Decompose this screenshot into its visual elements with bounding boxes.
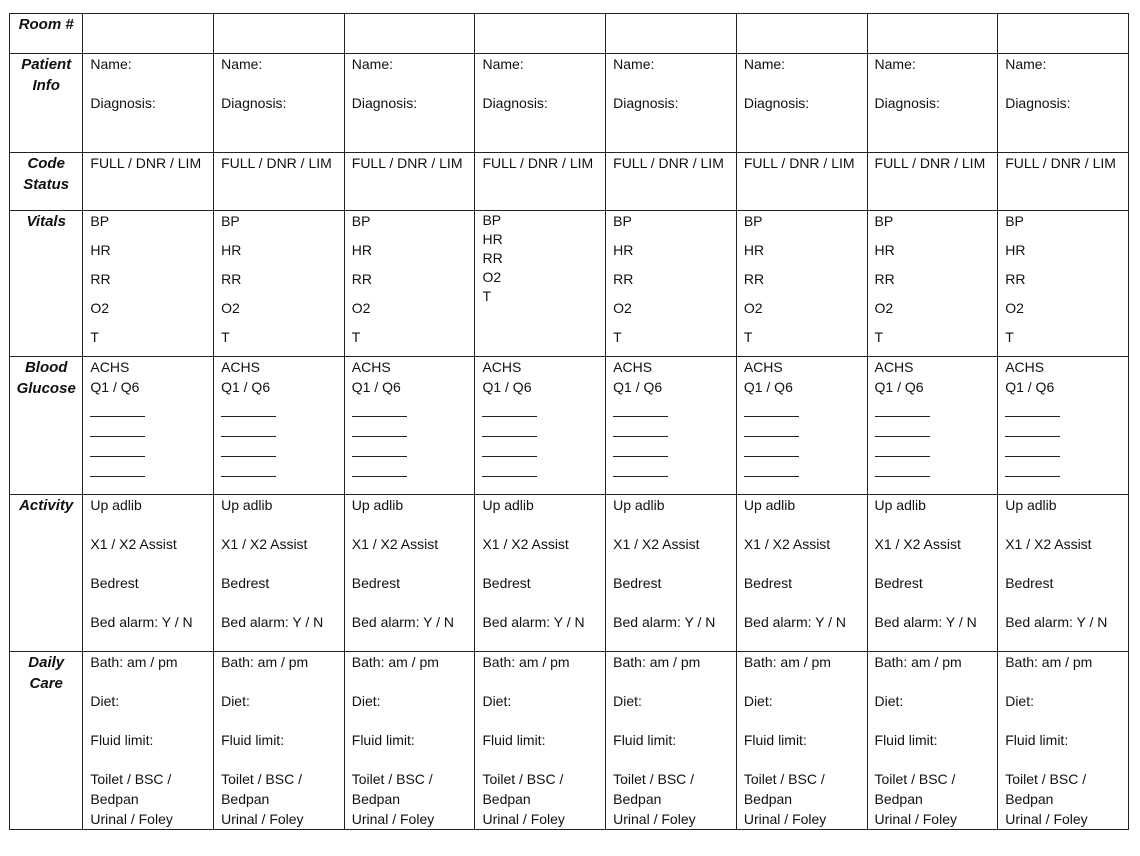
cell-text: Bedpan <box>351 791 401 807</box>
cell-text: Q1 / Q6 <box>90 379 140 395</box>
daily-care-row <box>10 652 1129 830</box>
cell-text: Urinal / Foley <box>743 811 827 827</box>
spacer <box>214 74 344 93</box>
code-status-cell[interactable] <box>867 153 998 211</box>
patient-info-cell[interactable] <box>998 54 1129 153</box>
code-status-cell[interactable] <box>214 153 345 211</box>
glucose-entry-line[interactable] <box>352 437 407 457</box>
cell-text: RR <box>482 250 503 266</box>
room-number-cell[interactable] <box>83 14 214 54</box>
vitals-cell[interactable] <box>83 211 214 357</box>
cell-text: Diagnosis: <box>874 95 940 111</box>
cell-text: Bath: am / pm <box>90 654 178 670</box>
cell-text: HR <box>482 231 503 247</box>
glucose-entry-line[interactable] <box>482 397 537 417</box>
glucose-entry-line[interactable] <box>482 417 537 437</box>
cell-text: Bedrest <box>351 575 401 591</box>
cell-text: FULL / DNR / LIM <box>874 155 986 171</box>
glucose-entry-line[interactable] <box>744 397 799 417</box>
cell-text: Urinal / Foley <box>482 811 565 827</box>
vitals-cell[interactable] <box>475 211 606 357</box>
cell-text: Diagnosis: <box>482 95 548 111</box>
cell-text: Diet: <box>743 693 773 709</box>
blood-glucose-cell[interactable] <box>736 357 867 495</box>
cell-text: ACHS <box>743 359 783 375</box>
cell-text: RR <box>351 271 372 287</box>
patient-report-sheet <box>9 13 1129 830</box>
cell-text: Diet: <box>221 693 250 709</box>
cell-text: Bedrest <box>874 575 923 591</box>
cell-text: Bedrest <box>221 575 270 591</box>
cell-text: Bedpan <box>743 791 793 807</box>
cell-text: Diet: <box>90 693 120 709</box>
cell-text: Toilet / BSC / <box>90 771 172 787</box>
row-label-activity <box>10 495 83 652</box>
blood-glucose-cell[interactable] <box>214 357 345 495</box>
cell-text: Bath: am / pm <box>743 654 831 670</box>
glucose-entry-line[interactable] <box>613 417 668 437</box>
cell-text: Toilet / BSC / <box>613 771 695 787</box>
row-label-patient-info <box>10 54 83 153</box>
cell-text: Diet: <box>351 693 381 709</box>
cell-text: Up adlib <box>482 497 534 513</box>
daily-care-cell[interactable] <box>83 652 214 830</box>
cell-text: Q1 / Q6 <box>351 379 401 395</box>
cell-text: Bed alarm: Y / N <box>482 614 585 630</box>
glucose-entry-line[interactable] <box>90 417 145 437</box>
daily-care-cell[interactable] <box>867 652 998 830</box>
cell-text: Q1 / Q6 <box>613 379 663 395</box>
cell-text: Q1 / Q6 <box>221 379 271 395</box>
cell-text: RR <box>1005 271 1026 287</box>
cell-text: O2 <box>351 300 371 316</box>
blood-glucose-cell[interactable] <box>606 357 737 495</box>
room-number-cell[interactable] <box>344 14 475 54</box>
cell-text: Bath: am / pm <box>221 654 309 670</box>
row-label-text: Patient <box>21 56 72 73</box>
cell-text: Toilet / BSC / <box>1005 771 1087 787</box>
glucose-entry-line[interactable] <box>875 457 930 477</box>
code-status-row <box>10 153 1129 211</box>
glucose-entry-line[interactable] <box>482 457 537 477</box>
cell-text: T <box>743 329 753 345</box>
cell-text: Diagnosis: <box>743 95 810 111</box>
cell-text: Diet: <box>482 693 512 709</box>
row-label-text: Glucose <box>16 380 76 397</box>
room-number-cell[interactable] <box>736 14 867 54</box>
cell-text: Up adlib <box>874 497 926 513</box>
spacer <box>868 74 998 93</box>
cell-text: X1 / X2 Assist <box>90 536 177 552</box>
cell-text: Diagnosis: <box>613 95 679 111</box>
cell-text: Bed alarm: Y / N <box>221 614 324 630</box>
cell-text: Fluid limit: <box>482 732 546 748</box>
vitals-cell[interactable] <box>998 211 1129 357</box>
cell-text: HR <box>613 242 634 258</box>
cell-text: Bedrest <box>482 575 531 591</box>
vitals-cell[interactable] <box>606 211 737 357</box>
cell-text: Bedpan <box>221 791 270 807</box>
row-label-text: Daily <box>28 654 65 671</box>
row-label-room <box>10 14 83 54</box>
glucose-entry-line[interactable] <box>90 457 145 477</box>
cell-text: Name: <box>874 56 916 72</box>
cell-text: FULL / DNR / LIM <box>482 155 594 171</box>
row-label-text: Activity <box>19 497 74 514</box>
cell-text: Bath: am / pm <box>874 654 962 670</box>
row-label-blood-glucose <box>10 357 83 495</box>
cell-text: O2 <box>874 300 894 316</box>
room-number-cell[interactable] <box>867 14 998 54</box>
patient-info-cell[interactable] <box>344 54 475 153</box>
patient-info-cell[interactable] <box>475 54 606 153</box>
cell-text: Diagnosis: <box>351 95 418 111</box>
spacer <box>475 74 605 93</box>
patient-info-cell[interactable] <box>214 54 345 153</box>
cell-text: Bed alarm: Y / N <box>1005 614 1108 630</box>
cell-text: Bath: am / pm <box>1005 654 1093 670</box>
cell-text: Diet: <box>613 693 642 709</box>
daily-care-cell[interactable] <box>736 652 867 830</box>
daily-care-cell[interactable] <box>214 652 345 830</box>
glucose-entry-line[interactable] <box>352 397 407 417</box>
cell-text: T <box>351 329 361 345</box>
cell-text: Bedrest <box>90 575 139 591</box>
glucose-entry-line[interactable] <box>482 437 537 457</box>
glucose-entry-line[interactable] <box>90 397 145 417</box>
glucose-entry-line[interactable] <box>1005 397 1060 417</box>
cell-text: BP <box>482 212 502 228</box>
cell-text: HR <box>1005 242 1026 258</box>
code-status-cell[interactable] <box>475 153 606 211</box>
row-label-text: Info <box>32 77 60 94</box>
cell-text: Bedrest <box>613 575 662 591</box>
vitals-cell[interactable] <box>344 211 475 357</box>
cell-text: Bath: am / pm <box>482 654 570 670</box>
row-label-daily-care <box>10 652 83 830</box>
room-number-cell[interactable] <box>214 14 345 54</box>
row-label-text: Room # <box>18 16 74 33</box>
cell-text: Q1 / Q6 <box>874 379 924 395</box>
cell-text: Up adlib <box>221 497 273 513</box>
cell-text: T <box>613 329 622 345</box>
cell-text: Bed alarm: Y / N <box>874 614 977 630</box>
blood-glucose-cell[interactable] <box>83 357 214 495</box>
cell-text: Bath: am / pm <box>351 654 439 670</box>
cell-text: Name: <box>1005 56 1047 72</box>
room-number-cell[interactable] <box>606 14 737 54</box>
cell-text: Name: <box>743 56 786 72</box>
cell-text: Urinal / Foley <box>613 811 696 827</box>
cell-text: T <box>221 329 230 345</box>
vitals-cell[interactable] <box>736 211 867 357</box>
cell-text: HR <box>743 242 765 258</box>
glucose-entry-line[interactable] <box>1005 437 1060 457</box>
cell-text: Name: <box>351 56 393 72</box>
glucose-entry-line[interactable] <box>875 417 930 437</box>
row-label-text: Blood <box>24 359 68 376</box>
cell-text: Fluid limit: <box>874 732 938 748</box>
cell-text: Toilet / BSC / <box>482 771 564 787</box>
cell-text: X1 / X2 Assist <box>351 536 439 552</box>
cell-text: FULL / DNR / LIM <box>90 155 202 171</box>
cell-text: BP <box>874 213 894 229</box>
cell-text: RR <box>874 271 895 287</box>
patient-info-cell[interactable] <box>83 54 214 153</box>
room-row <box>10 14 1129 54</box>
cell-text: RR <box>90 271 111 287</box>
glucose-entry-line[interactable] <box>744 417 799 437</box>
vitals-row <box>10 211 1129 357</box>
cell-text: Bedrest <box>1005 575 1054 591</box>
cell-text: BP <box>351 213 371 229</box>
cell-text: Name: <box>90 56 132 72</box>
cell-text: Name: <box>221 56 263 72</box>
activity-cell[interactable] <box>736 495 867 652</box>
cell-text: Diagnosis: <box>1005 95 1071 111</box>
vitals-cell[interactable] <box>867 211 998 357</box>
activity-cell[interactable] <box>998 495 1129 652</box>
code-status-cell[interactable] <box>344 153 475 211</box>
cell-text: Urinal / Foley <box>874 811 957 827</box>
cell-text: ACHS <box>351 359 391 375</box>
cell-text: Fluid limit: <box>1005 732 1069 748</box>
cell-text: ACHS <box>482 359 522 375</box>
cell-text: X1 / X2 Assist <box>613 536 700 552</box>
glucose-entry-line[interactable] <box>352 457 407 477</box>
cell-text: BP <box>613 213 632 229</box>
cell-text: Urinal / Foley <box>1005 811 1088 827</box>
cell-text: O2 <box>221 300 240 316</box>
blood-glucose-cell[interactable] <box>475 357 606 495</box>
cell-text: Diagnosis: <box>221 95 287 111</box>
cell-text: Up adlib <box>90 497 142 513</box>
cell-text: Urinal / Foley <box>90 811 173 827</box>
cell-text: Fluid limit: <box>90 732 154 748</box>
cell-text: O2 <box>1005 300 1024 316</box>
cell-text: BP <box>221 213 240 229</box>
cell-text: X1 / X2 Assist <box>221 536 308 552</box>
spacer <box>83 74 213 93</box>
cell-text: Bedpan <box>874 791 923 807</box>
cell-text: Toilet / BSC / <box>221 771 302 787</box>
cell-text: RR <box>743 271 765 287</box>
patient-info-cell[interactable] <box>736 54 867 153</box>
cell-text: Bed alarm: Y / N <box>613 614 716 630</box>
cell-text: O2 <box>482 269 502 285</box>
cell-text: Bedpan <box>482 791 531 807</box>
cell-text: Up adlib <box>351 497 404 513</box>
cell-text: T <box>482 288 492 304</box>
code-status-cell[interactable] <box>83 153 214 211</box>
code-status-cell[interactable] <box>736 153 867 211</box>
cell-text: FULL / DNR / LIM <box>351 155 463 171</box>
cell-text: X1 / X2 Assist <box>874 536 961 552</box>
glucose-entry-line[interactable] <box>221 417 276 437</box>
cell-text: ACHS <box>874 359 914 375</box>
cell-text: Name: <box>613 56 655 72</box>
activity-cell[interactable] <box>344 495 475 652</box>
glucose-entry-line[interactable] <box>90 437 145 457</box>
cell-text: Fluid limit: <box>613 732 677 748</box>
cell-text: Bed alarm: Y / N <box>90 614 193 630</box>
patient-info-cell[interactable] <box>867 54 998 153</box>
cell-text: ACHS <box>221 359 260 375</box>
cell-text: Toilet / BSC / <box>743 771 825 787</box>
cell-text: O2 <box>743 300 763 316</box>
spacer <box>998 74 1128 93</box>
cell-text: Q1 / Q6 <box>1005 379 1055 395</box>
cell-text: Diagnosis: <box>90 95 156 111</box>
cell-text: Bath: am / pm <box>613 654 701 670</box>
blood-glucose-cell[interactable] <box>344 357 475 495</box>
glucose-entry-line[interactable] <box>875 437 930 457</box>
blood-glucose-cell[interactable] <box>998 357 1129 495</box>
cell-text: X1 / X2 Assist <box>1005 536 1092 552</box>
cell-text: RR <box>613 271 634 287</box>
cell-text: RR <box>221 271 242 287</box>
cell-text: Bedpan <box>90 791 139 807</box>
activity-row <box>10 495 1129 652</box>
cell-text: HR <box>351 242 372 258</box>
glucose-entry-line[interactable] <box>221 457 276 477</box>
glucose-entry-line[interactable] <box>613 457 668 477</box>
cell-text: FULL / DNR / LIM <box>613 155 724 171</box>
blood-glucose-row <box>10 357 1129 495</box>
glucose-entry-line[interactable] <box>1005 417 1060 437</box>
cell-text: Q1 / Q6 <box>743 379 793 395</box>
cell-text: Fluid limit: <box>743 732 807 748</box>
cell-text: BP <box>743 213 763 229</box>
row-label-text: Status <box>23 176 70 193</box>
cell-text: HR <box>874 242 895 258</box>
spacer <box>345 74 475 93</box>
cell-text: O2 <box>613 300 632 316</box>
cell-text: Diet: <box>1005 693 1034 709</box>
spacer <box>606 74 736 93</box>
glucose-entry-line[interactable] <box>613 437 668 457</box>
code-status-cell[interactable] <box>606 153 737 211</box>
cell-text: FULL / DNR / LIM <box>221 155 332 171</box>
cell-text: Name: <box>482 56 524 72</box>
cell-text: FULL / DNR / LIM <box>1005 155 1116 171</box>
code-status-cell[interactable] <box>998 153 1129 211</box>
glucose-entry-line[interactable] <box>613 397 668 417</box>
cell-text: Bedpan <box>613 791 662 807</box>
daily-care-cell[interactable] <box>344 652 475 830</box>
glucose-entry-line[interactable] <box>744 457 799 477</box>
cell-text: Toilet / BSC / <box>351 771 433 787</box>
cell-text: Up adlib <box>613 497 665 513</box>
row-label-code-status <box>10 153 83 211</box>
cell-text: BP <box>1005 213 1024 229</box>
cell-text: T <box>874 329 884 345</box>
cell-text: ACHS <box>613 359 653 375</box>
cell-text: Fluid limit: <box>221 732 285 748</box>
glucose-entry-line[interactable] <box>875 397 930 417</box>
cell-text: Toilet / BSC / <box>874 771 956 787</box>
cell-text: Up adlib <box>1005 497 1057 513</box>
daily-care-cell[interactable] <box>606 652 737 830</box>
daily-care-cell[interactable] <box>998 652 1129 830</box>
vitals-cell[interactable] <box>214 211 345 357</box>
cell-text: Q1 / Q6 <box>482 379 532 395</box>
activity-cell[interactable] <box>867 495 998 652</box>
row-label-text: Care <box>29 675 63 692</box>
cell-text: Bedpan <box>1005 791 1054 807</box>
cell-text: FULL / DNR / LIM <box>743 155 855 171</box>
cell-text: X1 / X2 Assist <box>482 536 569 552</box>
cell-text: ACHS <box>90 359 130 375</box>
activity-cell[interactable] <box>475 495 606 652</box>
cell-text: Bed alarm: Y / N <box>351 614 454 630</box>
cell-text: Urinal / Foley <box>351 811 435 827</box>
cell-text: ACHS <box>1005 359 1045 375</box>
activity-cell[interactable] <box>606 495 737 652</box>
glucose-entry-line[interactable] <box>352 417 407 437</box>
glucose-entry-line[interactable] <box>221 437 276 457</box>
patient-info-cell[interactable] <box>606 54 737 153</box>
cell-text: Urinal / Foley <box>221 811 304 827</box>
room-number-cell[interactable] <box>475 14 606 54</box>
cell-text: HR <box>90 242 111 258</box>
cell-text: Up adlib <box>743 497 796 513</box>
room-number-cell[interactable] <box>998 14 1129 54</box>
spacer <box>737 74 867 93</box>
cell-text: HR <box>221 242 242 258</box>
row-label-text: Vitals <box>26 213 66 230</box>
cell-text: O2 <box>90 300 110 316</box>
row-label-text: Code <box>27 155 65 172</box>
row-label-vitals <box>10 211 83 357</box>
glucose-entry-line[interactable] <box>221 397 276 417</box>
cell-text: Fluid limit: <box>351 732 415 748</box>
daily-care-cell[interactable] <box>475 652 606 830</box>
cell-text: T <box>90 329 99 345</box>
cell-text: Bed alarm: Y / N <box>743 614 847 630</box>
activity-cell[interactable] <box>214 495 345 652</box>
cell-text: T <box>1005 329 1014 345</box>
glucose-entry-line[interactable] <box>744 437 799 457</box>
cell-text: Diet: <box>874 693 904 709</box>
glucose-entry-line[interactable] <box>1005 457 1060 477</box>
cell-text: Bedrest <box>743 575 793 591</box>
cell-text: X1 / X2 Assist <box>743 536 831 552</box>
blood-glucose-cell[interactable] <box>867 357 998 495</box>
patient-info-row <box>10 54 1129 153</box>
cell-text: BP <box>90 213 110 229</box>
activity-cell[interactable] <box>83 495 214 652</box>
